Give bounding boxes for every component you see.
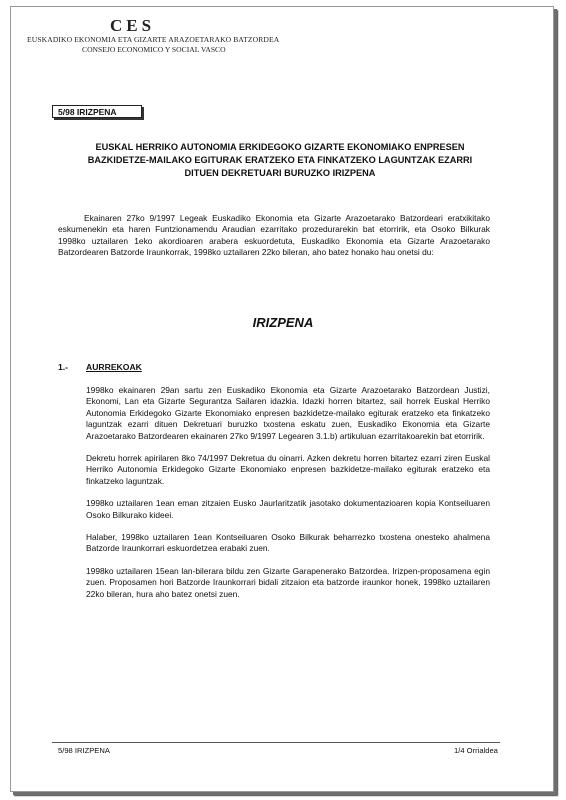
org-name-spanish: CONSEJO ECONOMICO Y SOCIAL VASCO — [82, 45, 226, 54]
org-name-basque: EUSKADIKO EKONOMIA ETA GIZARTE ARAZOETARAKO BATZORDEA — [27, 35, 280, 44]
intro-text: Ekainaren 27ko 9/1997 Legeak Euskadiko Ekonomia eta Gizarte Arazoetarako Batzordeari eratxikitako eskumenekin eta haren Funtzionamendu Araudian ezarritako prozedurarekin bat etorririk, eta Osoko Bilkurak 1998ko uztailaren 1eko akordioaren arabera eskuordetuta, Euskadiko Ekonomia eta Gizarte Arazoetarako Batzordearen Batzorde Iraunkorrak, 1998ko uztailaren 22ko bileran, aho batez honako hau onetsi du: — [58, 213, 490, 258]
footer-page-number: 1/4 Orrialdea — [454, 746, 498, 755]
title-line: BAZKIDETZE-MAILAKO EGITURAK ERATZEKO ETA FINKATZEKO LAGUNTZAK EZARRI — [87, 155, 473, 165]
body-paragraph: Dekretu horrek apirilaren 8ko 74/1997 Dekretua du oinarri. Azken dekretu horren bitartez ezarri ziren Euskal Herriko Autonomia Erkidegoko Gizarte Ekonomiako enpresen bazkidetze-mailako egiturak eratzeko eta finkatzeko laguntzak. — [86, 453, 490, 486]
footer-document-label: 5/98 IRIZPENA — [58, 746, 110, 755]
title-line: EUSKAL HERRIKO AUTONOMIA ERKIDEGOKO GIZARTE EKONOMIAKO ENPRESEN — [95, 142, 465, 152]
main-heading: IRIZPENA — [252, 315, 314, 330]
document-title — [60, 141, 500, 180]
footer-divider — [52, 742, 500, 743]
intro-paragraph — [58, 213, 490, 259]
section-title: AURREKOAK — [86, 362, 142, 372]
document-number-box: 5/98 IRIZPENA — [52, 105, 142, 118]
title-line: DITUEN DEKRETUARI BURUZKO IRIZPENA — [184, 168, 376, 178]
body-paragraph: 1998ko ekainaren 29an sartu zen Euskadiko Ekonomia eta Gizarte Arazoetarako Batzordean Justizi, Ekonomi, Lan eta Gizarte Segurantza Sailaren idazkia. Idazki horren bitartez, sail horrek Euskal Herriko Autonomia Erkidegoko Gizarte Ekonomiako enpresen bazkidetze-mailako egiturak eratzeko eta finkatzeko laguntzak ezarri dituen Dekretuari buruzko txostena eskatu zuen, Euskadiko Ekonomia eta Gizarte Arazoetarako Batzordearen ekainaren 27ko 9/1997 Legearen 3.1.b) artikuluan ezarritakoarekin bat etorririk. — [86, 385, 490, 441]
section-number: 1.- — [58, 362, 69, 372]
body-paragraph: 1998ko uztailaren 1ean eman zitzaien Eusko Jaurlaritzatik jasotako dokumentazioaren kopia Kontseiluaren Osoko Bilkurako kideei. — [86, 498, 490, 520]
section-body — [86, 385, 490, 611]
body-paragraph: Halaber, 1998ko uztailaren 1ean Kontseiluaren Osoko Bilkurak beharrezko txostena onesteko ahalmena Batzorde Iraunkorrari eskuordetzea erabaki zuen. — [86, 532, 490, 554]
body-paragraph: 1998ko uztailaren 15ean lan-bilerara bildu zen Gizarte Garapenerako Batzordea. Irizpen-proposamena egin zuen. Proposamen hori Batzorde Iraunkorrari bidali zitzaion eta batzorde iraunkor honek, 1998ko uztailaren 22ko bileran, hura aho batez onetsi zuen. — [86, 565, 490, 599]
ces-logo: CES — [110, 16, 156, 35]
